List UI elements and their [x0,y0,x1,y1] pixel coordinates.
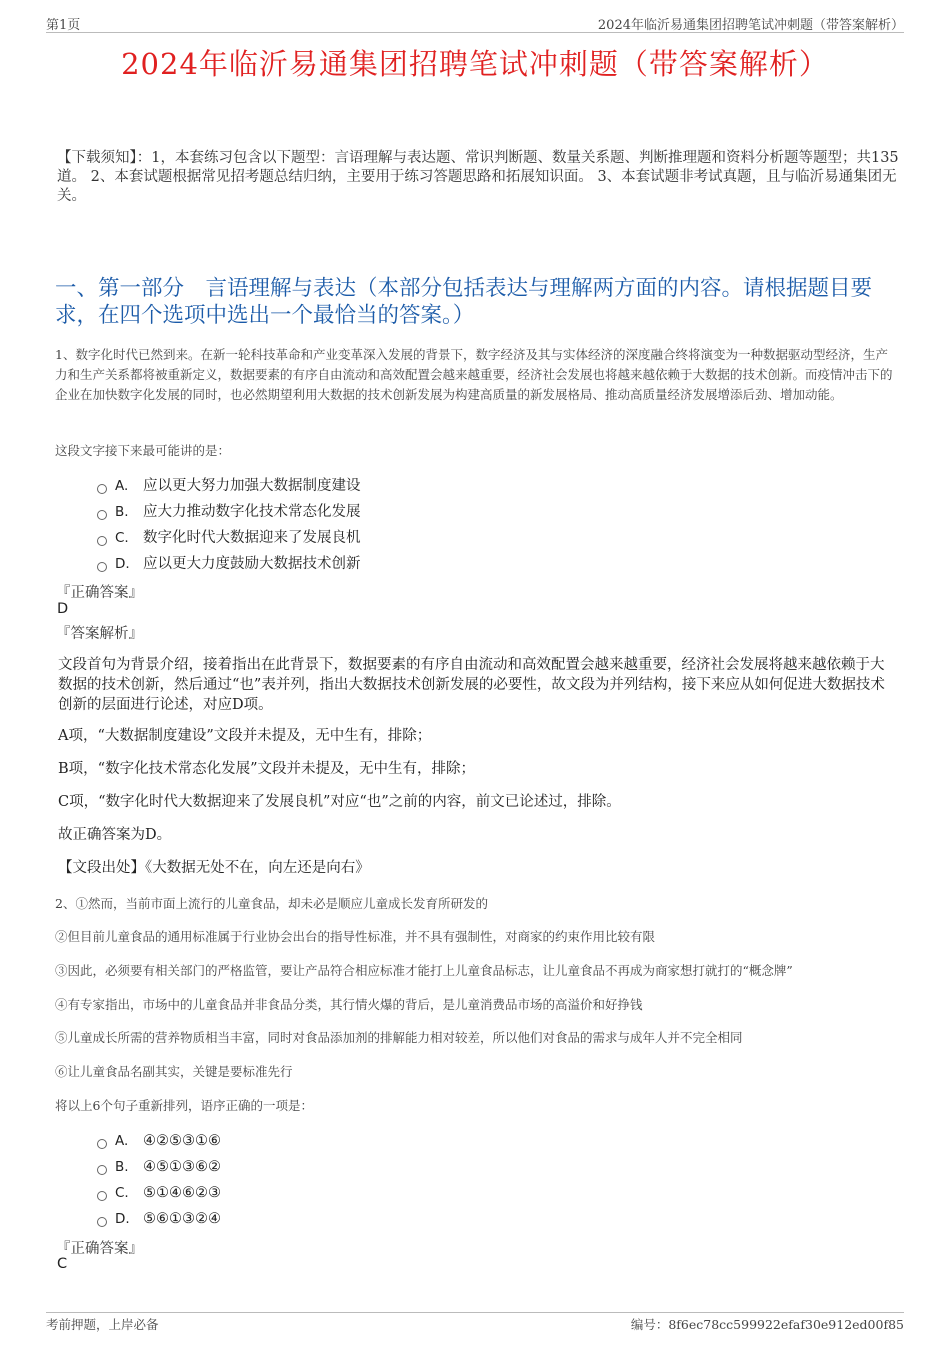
q2-sentence-4: ④有专家指出，市场中的儿童食品并非食品分类，其行情火爆的背后，是儿童消费品市场的高溢价和好挣钱 [55,997,643,1012]
option-text: 应以更大力度鼓励大数据技术创新 [143,556,361,572]
option-text: ⑤⑥①③②④ [143,1211,221,1227]
q2-option-b[interactable] [97,1156,221,1178]
option-letter: B. [115,1159,129,1175]
q2-sentence-1: 2、①然而，当前市面上流行的儿童食品，却未必是顺应儿童成长发育所研发的 [55,896,488,911]
q2-option-a[interactable] [97,1130,221,1152]
option-letter: D. [115,556,130,572]
page-title: 2024年临沂易通集团招聘笔试冲刺题（带答案解析） [121,47,829,81]
q1-prompt: 这段文字接下来最可能讲的是： [55,443,231,458]
q2-sentence-3: ③因此，必须要有相关部门的严格监管，要让产品符合相应标准才能打上儿童食品标志，让儿童食品不再成为商家想打就打的“概念牌” [55,963,793,978]
q1-option-c[interactable] [97,527,361,549]
q2-answer: C [57,1256,68,1272]
q1-analysis-b: B项，“数字化技术常态化发展”文段并未提及，无中生有，排除； [58,761,475,777]
option-text: ⑤①④⑥②③ [143,1185,221,1201]
radio-button-icon[interactable] [97,536,107,546]
q1-option-d[interactable] [97,553,361,575]
section-heading: 一、第一部分 言语理解与表达（本部分包括表达与理解两方面的内容。请根据题目要求，在四个选项中选出一个最恰当的答案。） [55,276,873,328]
q1-analysis-paragraph: 文段首句为背景介绍，接着指出在此背景下，数据要素的有序自由流动和高效配置会越来越重要，经济社会发展将越来越依赖于大数据的技术创新，然后通过“也”表并列，指出大数据技术创新发展的必要性，故文段为并列结构，接下来应从如何促进大数据技术创新的层面进行论述，对应D项。 [58,657,885,713]
q1-text: 1、数字化时代已然到来。在新一轮科技革命和产业变革深入发展的背景下，数字经济及其与实体经济的深度融合终将演变为一种数据驱动型经济，生产力和生产关系都将被重新定义，数据要素的有序自由流动和高效配置会越来越重要，经济社会发展也将越来越依赖于大数据的技术创新。而疫情冲击下的企业在加快数字化发展的同时，也必然期望利用大数据的技术创新发展为构建高质量的新发展格局、推动高质量经济发展增添后劲、增加动能。 [55,347,893,402]
option-letter: C. [115,530,129,546]
q1-answer-label: 『正确答案』 [56,585,143,601]
option-letter: C. [115,1185,129,1201]
q2-option-c[interactable] [97,1182,221,1204]
q2-option-d[interactable] [97,1208,221,1230]
footer-slogan: 考前押题，上岸必备 [46,1317,159,1332]
q2-prompt: 将以上6个句子重新排列，语序正确的一项是： [55,1098,313,1113]
q1-analysis-conclusion: 故正确答案为D。 [58,827,172,843]
q1-source: 【文段出处】《大数据无处不在，向左还是向右》 [58,860,370,876]
footer-divider [46,1312,904,1313]
q1-option-a[interactable] [97,475,361,497]
option-letter: A. [115,478,129,494]
document-id: 编号：8f6ec78cc599922efaf30e912ed00f85 [630,1317,904,1332]
option-letter: A. [115,1133,129,1149]
radio-button-icon[interactable] [97,1139,107,1149]
page-number: 第1页 [46,18,81,33]
radio-button-icon[interactable] [97,1191,107,1201]
q2-sentence-6: ⑥让儿童食品名副其实，关键是要标准先行 [55,1064,293,1079]
option-text: ④⑤①③⑥② [143,1159,221,1175]
download-notice: 【下载须知】：1，本套练习包含以下题型：言语理解与表达题、常识判断题、数量关系题、判断推理题和资料分析题等题型；共135道。 2、本套试题根据常见招考题总结归纳，主要用于练习答题思路和拓展知识面。 3、本套试题非考试真题，且与临沂易通集团无关。 [57,150,899,204]
running-title: 2024年临沂易通集团招聘笔试冲刺题（带答案解析） [597,18,904,33]
q1-analysis-label: 『答案解析』 [56,626,143,642]
radio-button-icon[interactable] [97,1217,107,1227]
q2-sentence-2: ②但目前儿童食品的通用标准属于行业协会出台的指导性标准，并不具有强制性，对商家的约束作用比较有限 [55,929,656,944]
option-letter: B. [115,504,129,520]
radio-button-icon[interactable] [97,510,107,520]
option-text: 数字化时代大数据迎来了发展良机 [143,530,361,546]
radio-button-icon[interactable] [97,1165,107,1175]
option-text: 应以更大努力加强大数据制度建设 [143,478,361,494]
q1-option-b[interactable] [97,501,361,523]
header-divider [46,32,904,33]
radio-button-icon[interactable] [97,562,107,572]
q1-answer: D [57,601,69,617]
q1-analysis-c: C项，“数字化时代大数据迎来了发展良机”对应“也”之前的内容，前文已论述过，排除。 [58,794,621,810]
radio-button-icon[interactable] [97,484,107,494]
q2-sentence-5: ⑤儿童成长所需的营养物质相当丰富，同时对食品添加剂的排解能力相对较差，所以他们对食品的需求与成年人并不完全相同 [55,1030,743,1045]
option-text: 应大力推动数字化技术常态化发展 [143,504,361,520]
q2-answer-label: 『正确答案』 [56,1241,143,1257]
option-text: ④②⑤③①⑥ [143,1133,221,1149]
q1-analysis-a: A项，“大数据制度建设”文段并未提及，无中生有，排除； [58,728,432,744]
option-letter: D. [115,1211,130,1227]
